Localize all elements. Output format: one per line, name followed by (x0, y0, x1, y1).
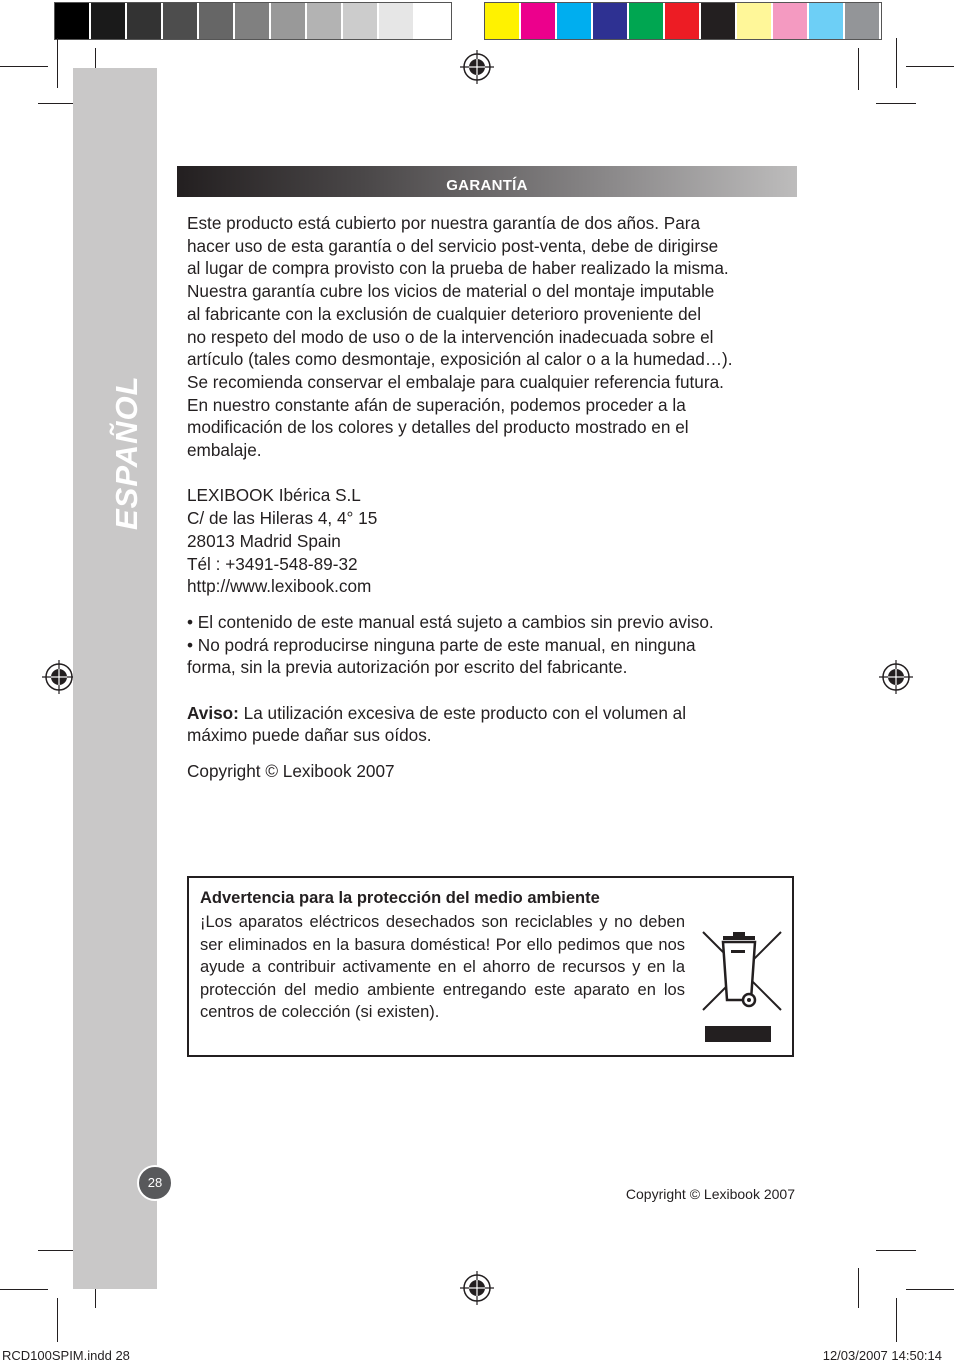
color-swatch (343, 3, 379, 39)
color-calibration-bar (484, 2, 882, 40)
crossed-out-wheelie-bin-icon (697, 926, 787, 1016)
color-swatch (91, 3, 127, 39)
color-swatch (629, 3, 665, 39)
warranty-line: al lugar de compra provisto con la prueba de haber realizado la misma. (187, 258, 729, 279)
environment-title: Advertencia para la protección del medio ambiente (200, 889, 600, 907)
color-swatch (593, 3, 629, 39)
warranty-line: modificación de los colores y detalles del producto mostrado en el (187, 417, 689, 438)
warranty-text (187, 212, 787, 783)
color-swatch (485, 3, 521, 39)
registration-mark-icon (460, 1271, 494, 1305)
color-swatch (307, 3, 343, 39)
slug-datetime: 12/03/2007 14:50:14 (822, 1348, 942, 1363)
color-swatch (773, 3, 809, 39)
crop-mark (0, 66, 48, 67)
color-swatch (521, 3, 557, 39)
crop-mark (38, 1250, 78, 1251)
address-web: http://www.lexibook.com (187, 576, 372, 597)
note-line: • El contenido de este manual está sujeto a cambios sin previo aviso. (187, 611, 714, 632)
note-line: forma, sin la previa autorización por escrito del fabricante. (187, 657, 628, 678)
registration-mark-icon (460, 50, 494, 84)
weee-underline-bar (705, 1026, 771, 1042)
warning-text (187, 702, 787, 725)
gray-calibration-bar (54, 2, 452, 40)
address-city: 28013 Madrid Spain (187, 530, 341, 551)
crop-mark (858, 48, 859, 90)
crop-mark (896, 1298, 897, 1342)
crop-mark (876, 103, 916, 104)
address-street: C/ de las Hileras 4, 4° 15 (187, 508, 378, 529)
color-swatch (379, 3, 415, 39)
crop-mark (906, 1289, 954, 1290)
page-number: 28 (137, 1165, 173, 1201)
environment-text: ¡Los aparatos eléctricos desechados son reciclables y no deben ser eliminados en la basura doméstica! Por ello pedimos que nos ayude a contribuir activamente en el ahorro de recursos y en la protección del medio ambiente entregando este aparato en los centros de colección (si existen). (200, 913, 685, 1022)
color-swatch (127, 3, 163, 39)
warranty-line: En nuestro constante afán de superación, podemos proceder a la (187, 394, 686, 415)
language-label: ESPAÑOL (109, 375, 144, 530)
color-swatch (557, 3, 593, 39)
warranty-line: embalaje. (187, 440, 262, 461)
warranty-line: Se recomienda conservar el embalaje para cualquier referencia futura. (187, 371, 724, 392)
footer-copyright: Copyright © Lexibook 2007 (625, 1186, 795, 1202)
address-company: LEXIBOOK Ibérica S.L (187, 485, 361, 506)
color-swatch (271, 3, 307, 39)
crop-mark (57, 38, 58, 88)
color-swatch (665, 3, 701, 39)
color-swatch (163, 3, 199, 39)
warranty-line: artículo (tales como desmontaje, exposición al calor o a la humedad…). (187, 349, 733, 370)
copyright-text: Copyright © Lexibook 2007 (187, 761, 395, 782)
crop-mark (906, 66, 954, 67)
crop-mark (0, 1289, 48, 1290)
environment-notice (187, 876, 794, 1057)
section-title: GARANTÍA (446, 177, 528, 194)
crop-mark (858, 1268, 859, 1308)
color-swatch (809, 3, 845, 39)
color-swatch (235, 3, 271, 39)
color-swatch (55, 3, 91, 39)
warning-line: La utilización excesiva de este producto con el volumen al (238, 702, 687, 723)
warning-label: Aviso: (187, 702, 239, 723)
crop-mark (876, 1250, 916, 1251)
warranty-line: Nuestra garantía cubre los vicios de material o del montaje imputable (187, 281, 715, 302)
crop-mark (896, 38, 897, 88)
registration-mark-icon (879, 660, 913, 694)
note-line: • No podrá reproducirse ninguna parte de este manual, en ninguna (187, 634, 696, 655)
section-header (177, 166, 797, 197)
color-swatch (701, 3, 737, 39)
warranty-line: hacer uso de esta garantía o del servicio post-venta, debe de dirigirse (187, 235, 719, 256)
warranty-line: no respeto del modo de uso o de la intervención inadecuada sobre el (187, 326, 714, 347)
warranty-line: al fabricante con la exclusión de cualquier deterioro proveniente del (187, 303, 702, 324)
warning-line: máximo puede dañar sus oídos. (187, 725, 432, 746)
color-swatch (737, 3, 773, 39)
color-swatch (415, 3, 451, 39)
warranty-line: Este producto está cubierto por nuestra garantía de dos años. Para (187, 213, 701, 233)
crop-mark (38, 103, 78, 104)
language-side-band (73, 68, 157, 1289)
color-swatch (199, 3, 235, 39)
registration-mark-icon (42, 660, 76, 694)
crop-mark (57, 1298, 58, 1342)
address-phone: Tél : +3491-548-89-32 (187, 553, 358, 574)
color-swatch (845, 3, 881, 39)
slug-filename: RCD100SPIM.indd 28 (2, 1348, 130, 1363)
